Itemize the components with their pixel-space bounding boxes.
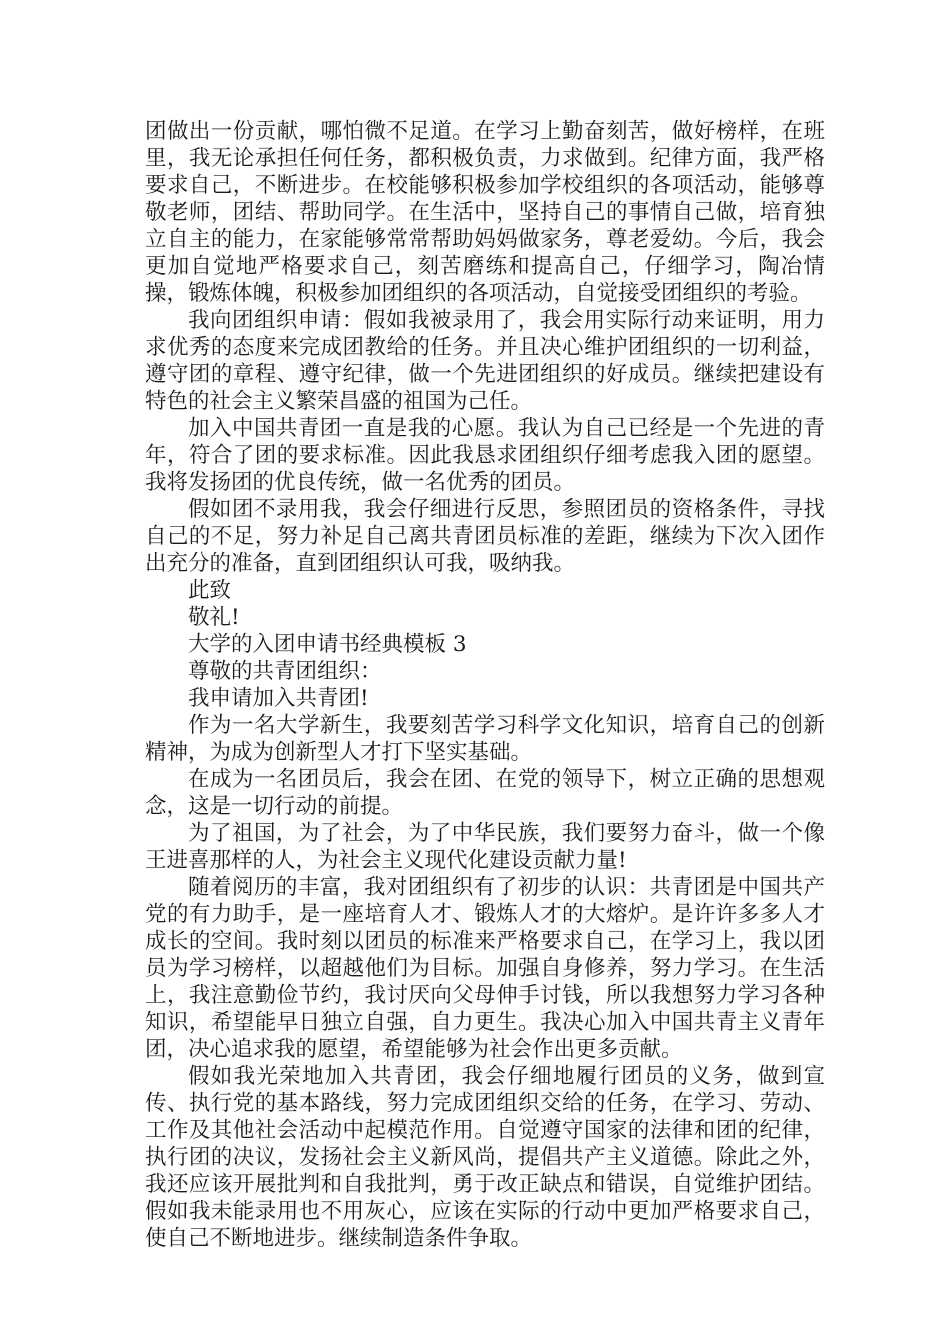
paragraph-7: 为了祖国，为了社会，为了中华民族，我们要努力奋斗，做一个像王进喜那样的人，为社会主义现代化建设贡献力量! xyxy=(145,821,825,873)
paragraph-5: 作为一名大学新生，我要刻苦学习科学文化知识，培育自己的创新精神，为成为创新型人才打下坚实基础。 xyxy=(145,713,825,765)
paragraph-2: 我向团组织申请：假如我被录用了，我会用实际行动来证明，用力求优秀的态度来完成团教给的任务。并且决心维护团组织的一切利益，遵守团的章程、遵守纪律，做一个先进团组织的好成员。继续把建设有特色的社会主义繁荣昌盛的祖国为己任。 xyxy=(145,308,825,414)
letter-opening: 我申请加入共青团! xyxy=(188,686,369,711)
closing-salutation: 此致 xyxy=(188,578,232,603)
paragraph-4: 假如团不录用我，我会仔细进行反思，参照团员的资格条件，寻找自己的不足，努力补足自己离共青团员标准的差距，继续为下次入团作出充分的准备，直到团组织认可我，吸纳我。 xyxy=(145,497,825,576)
paragraph-1: 团做出一份贡献，哪怕微不足道。在学习上勤奋刻苦，做好榜样，在班里，我无论承担任何任务，都积极负责，力求做到。纪律方面，我严格要求自己，不断进步。在校能够积极参加学校组织的各项活动，能够尊敬老师，团结、帮助同学。在生活中，坚持自己的事情自己做，培育独立自主的能力，在家能够常常帮助妈妈做家务，尊老爱幼。今后，我会更加自觉地严格要求自己，刻苦磨练和提高自己，仔细学习，陶冶情操，锻炼体魄，积极参加团组织的各项活动，自觉接受团组织的考验。 xyxy=(145,119,825,306)
paragraph-3: 加入中国共青团一直是我的心愿。我认为自己已经是一个先进的青年，符合了团的要求标准。因此我恳求团组织仔细考虑我入团的愿望。我将发扬团的优良传统，做一名优秀的团员。 xyxy=(145,416,825,495)
paragraph-6: 在成为一名团员后，我会在团、在党的领导下，树立正确的思想观念，这是一切行动的前提。 xyxy=(145,767,825,819)
document-body xyxy=(145,118,825,1252)
paragraph-9: 假如我光荣地加入共青团，我会仔细地履行团员的义务，做到宣传、执行党的基本路线，努力完成团组织交给的任务，在学习、劳动、工作及其他社会活动中起模范作用。自觉遵守国家的法律和团的纪律，执行团的决议，发扬社会主义新风尚，提倡共产主义道德。除此之外，我还应该开展批判和自我批判，勇于改正缺点和错误，自觉维护团结。假如我未能录用也不用灰心，应该在实际的行动中更加严格要求自己，使自己不断地进步。继续制造条件争取。 xyxy=(145,1064,825,1251)
letter-greeting: 尊敬的共青团组织： xyxy=(188,659,382,684)
section-title: 大学的入团申请书经典模板 3 xyxy=(188,632,467,657)
paragraph-8: 随着阅历的丰富，我对团组织有了初步的认识：共青团是中国共产党的有力助手，是一座培育人才、锻炼人才的大熔炉。是许许多多人才成长的空间。我时刻以团员的标准来严格要求自己，在学习上，我以团员为学习榜样，以超越他们为目标。加强自身修养，努力学习。在生活上，我注意勤俭节约，我讨厌向父母伸手讨钱，所以我想努力学习各种知识，希望能早日独立自强，自力更生。我决心加入中国共青主义青年团，决心追求我的愿望，希望能够为社会作出更多贡献。 xyxy=(145,875,825,1062)
closing-regards: 敬礼! xyxy=(188,605,240,630)
